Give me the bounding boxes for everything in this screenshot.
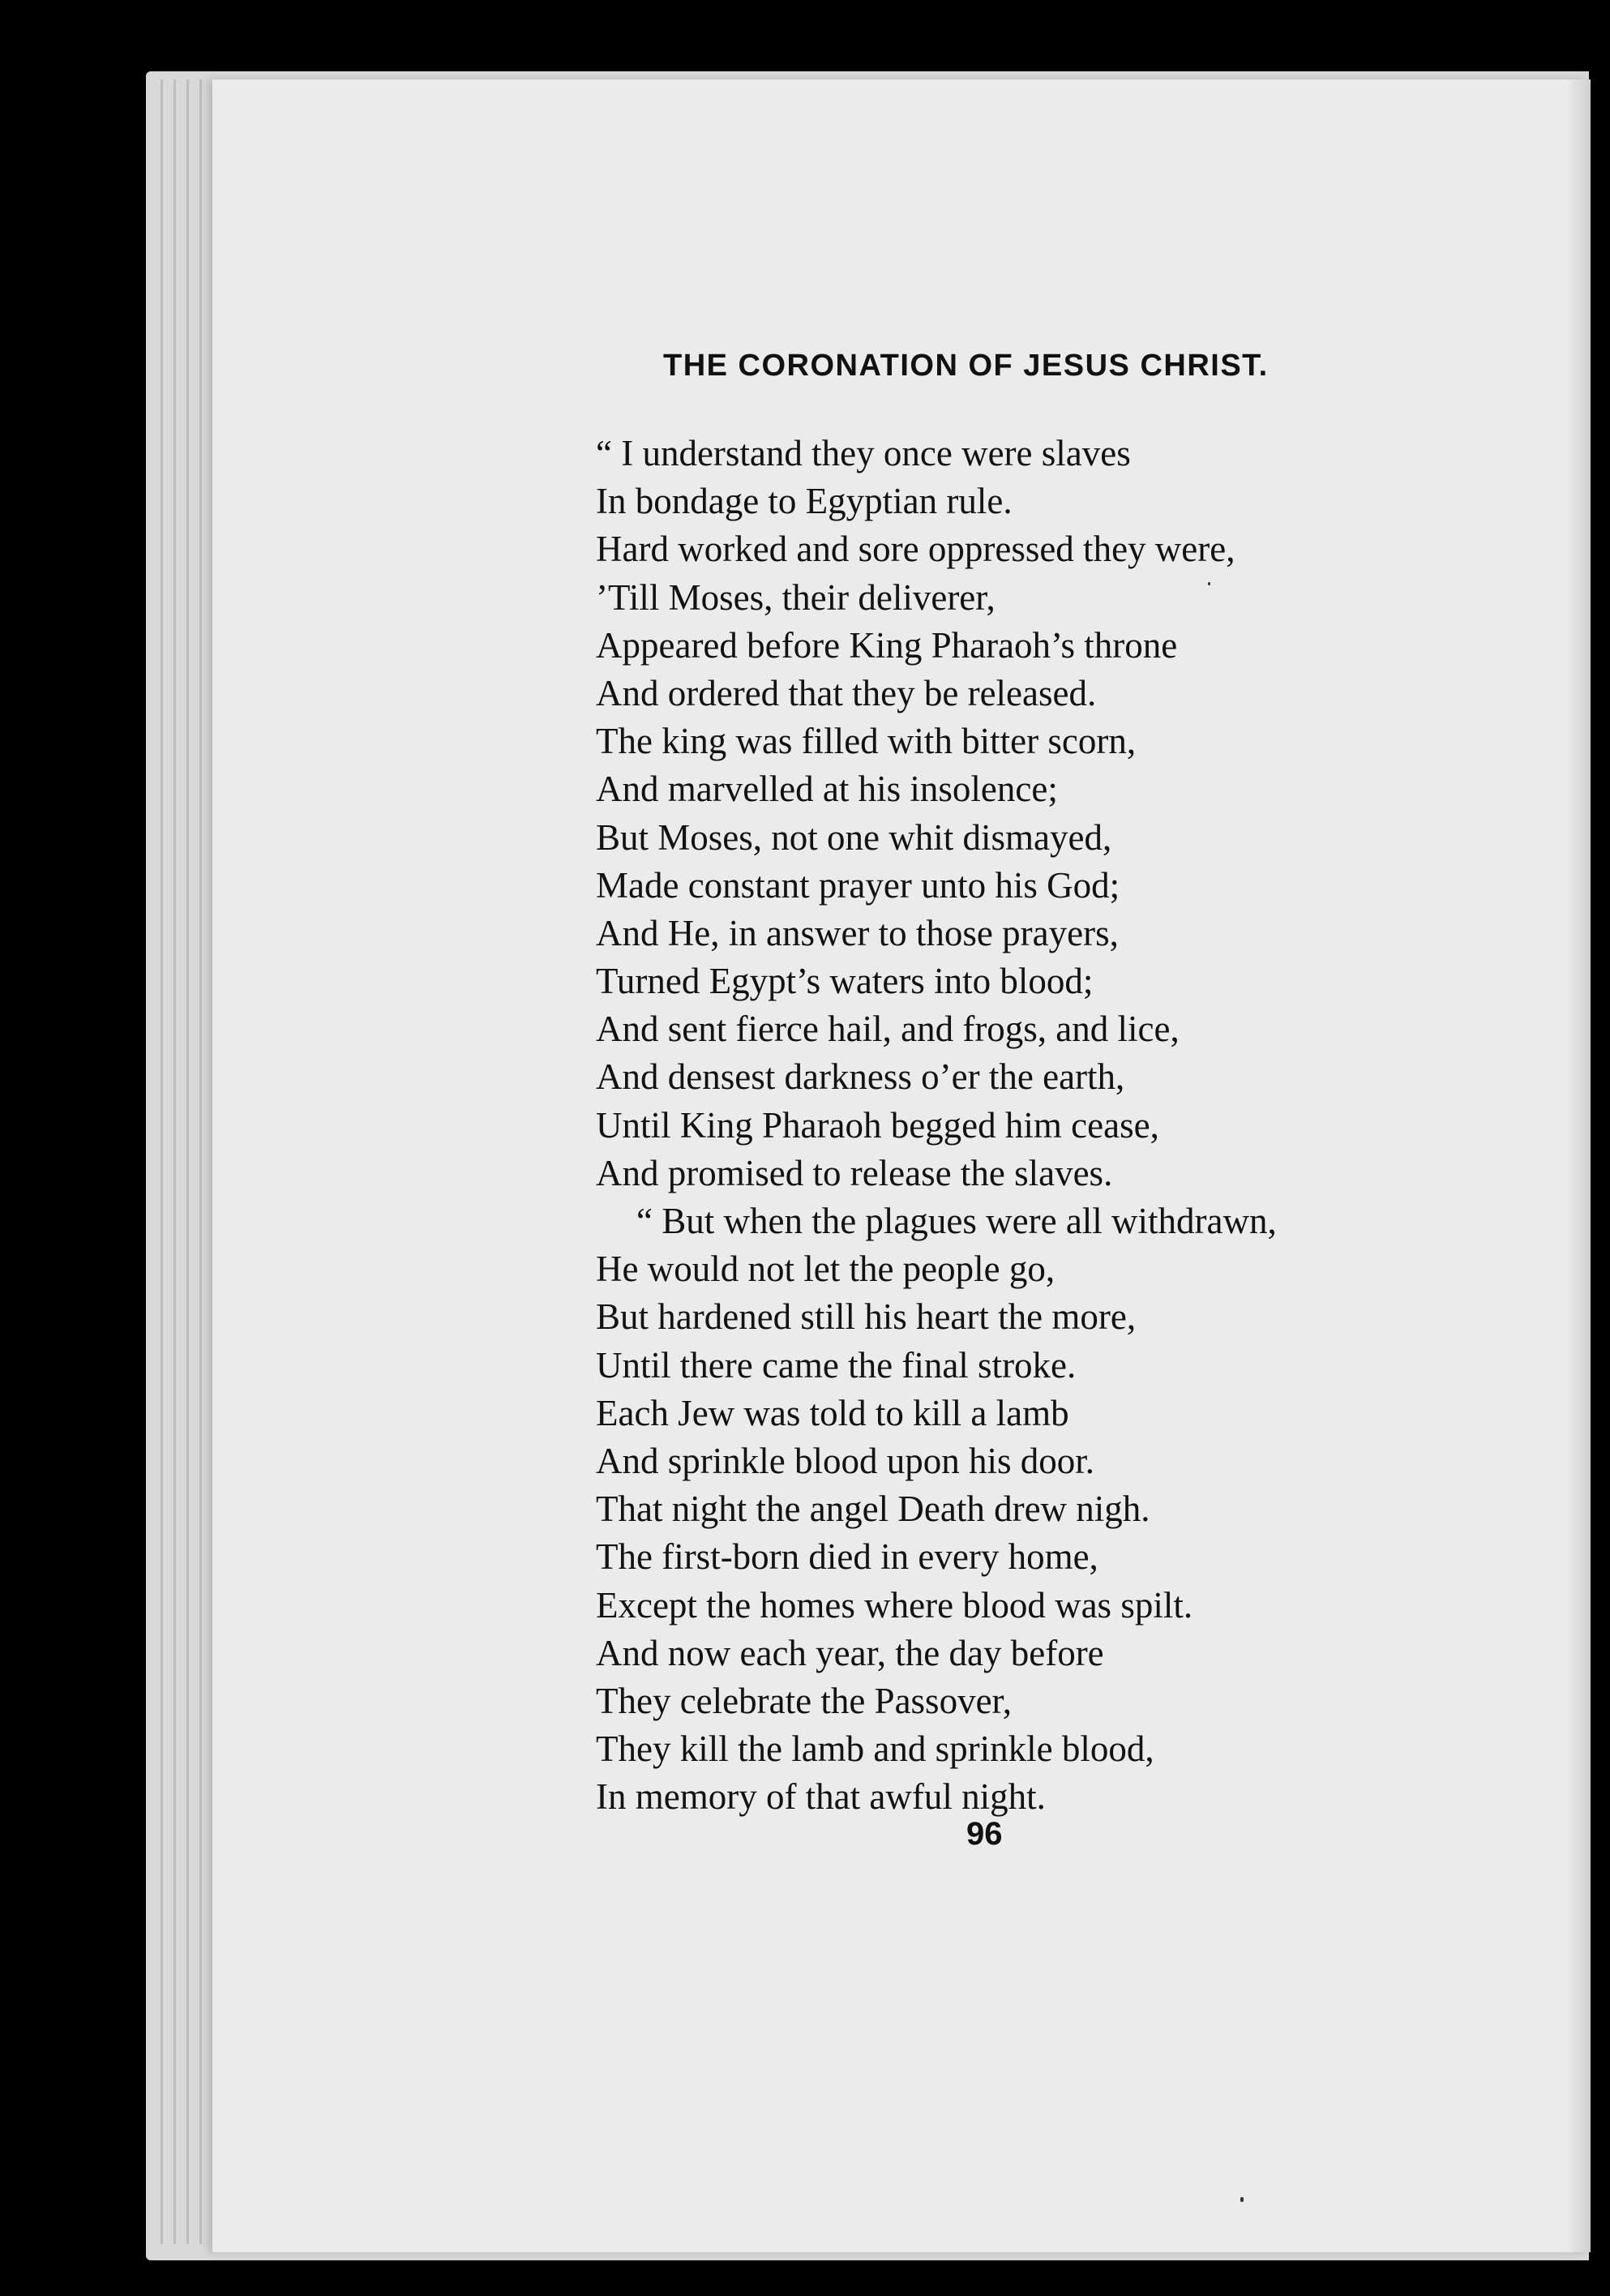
poem-line: They kill the lamb and sprinkle blood,: [596, 1728, 1154, 1770]
poem-line: The king was filled with bitter scorn,: [596, 721, 1137, 762]
poem-line: Until there came the final stroke.: [596, 1344, 1077, 1386]
poem-line: And promised to release the slaves.: [596, 1152, 1113, 1193]
poem-line: In bondage to Egyptian rule.: [596, 481, 1013, 522]
poem-line: And now each year, the day before: [596, 1632, 1104, 1673]
poem-line: And sent fierce hail, and frogs, and lice,: [596, 1009, 1180, 1050]
poem-line: And He, in answer to those prayers,: [596, 912, 1119, 953]
poem-line: But hardened still his heart the more,: [596, 1296, 1137, 1338]
poem-line: And ordered that they be released.: [596, 672, 1097, 713]
poem-line: Except the homes where blood was spilt.: [596, 1584, 1193, 1626]
poem-line: And marvelled at his insolence;: [596, 769, 1058, 810]
poem-line: Until King Pharaoh begged him cease,: [596, 1104, 1159, 1146]
poem-line: “ But when the plagues were all withdrawn,: [636, 1201, 1277, 1241]
poem-line: The first-born died in every home,: [596, 1536, 1098, 1578]
poem-line: That night the angel Death drew nigh.: [596, 1489, 1150, 1530]
poem-line: In memory of that awful night.: [596, 1776, 1046, 1818]
poem-line: And densest darkness o’er the earth,: [596, 1056, 1125, 1098]
poem-text: [596, 430, 1455, 1821]
poem-line: Turned Egypt’s waters into blood;: [596, 961, 1094, 1002]
poem-line: Made constant prayer unto his God;: [596, 864, 1120, 906]
poem-line: ’Till Moses, their deliverer,: [596, 576, 996, 618]
page-edge-line: [199, 79, 202, 2244]
poem-line: Each Jew was told to kill a lamb: [596, 1392, 1069, 1433]
poem-line: Appeared before King Pharaoh’s throne: [596, 624, 1178, 666]
poem-line: He would not let the people go,: [596, 1249, 1055, 1290]
poem-line: “ I understand they once were slaves: [596, 433, 1131, 473]
page-edge-line: [186, 79, 189, 2244]
page-edge-line: [161, 79, 163, 2244]
scan-speck: [1240, 2197, 1244, 2202]
running-head: THE CORONATION OF JESUS CHRIST.: [663, 349, 1269, 383]
scan-speck: [1208, 582, 1210, 585]
poem-line: And sprinkle blood upon his door.: [596, 1440, 1094, 1481]
poem-line: Hard worked and sore oppressed they were,: [596, 529, 1235, 570]
poem-line: But Moses, not one whit dismayed,: [596, 816, 1112, 858]
page-edge-line: [173, 79, 176, 2244]
page-number: 96: [966, 1816, 1003, 1852]
page-gutter-shadow: [1566, 79, 1591, 2252]
poem-line: They celebrate the Passover,: [596, 1680, 1012, 1721]
